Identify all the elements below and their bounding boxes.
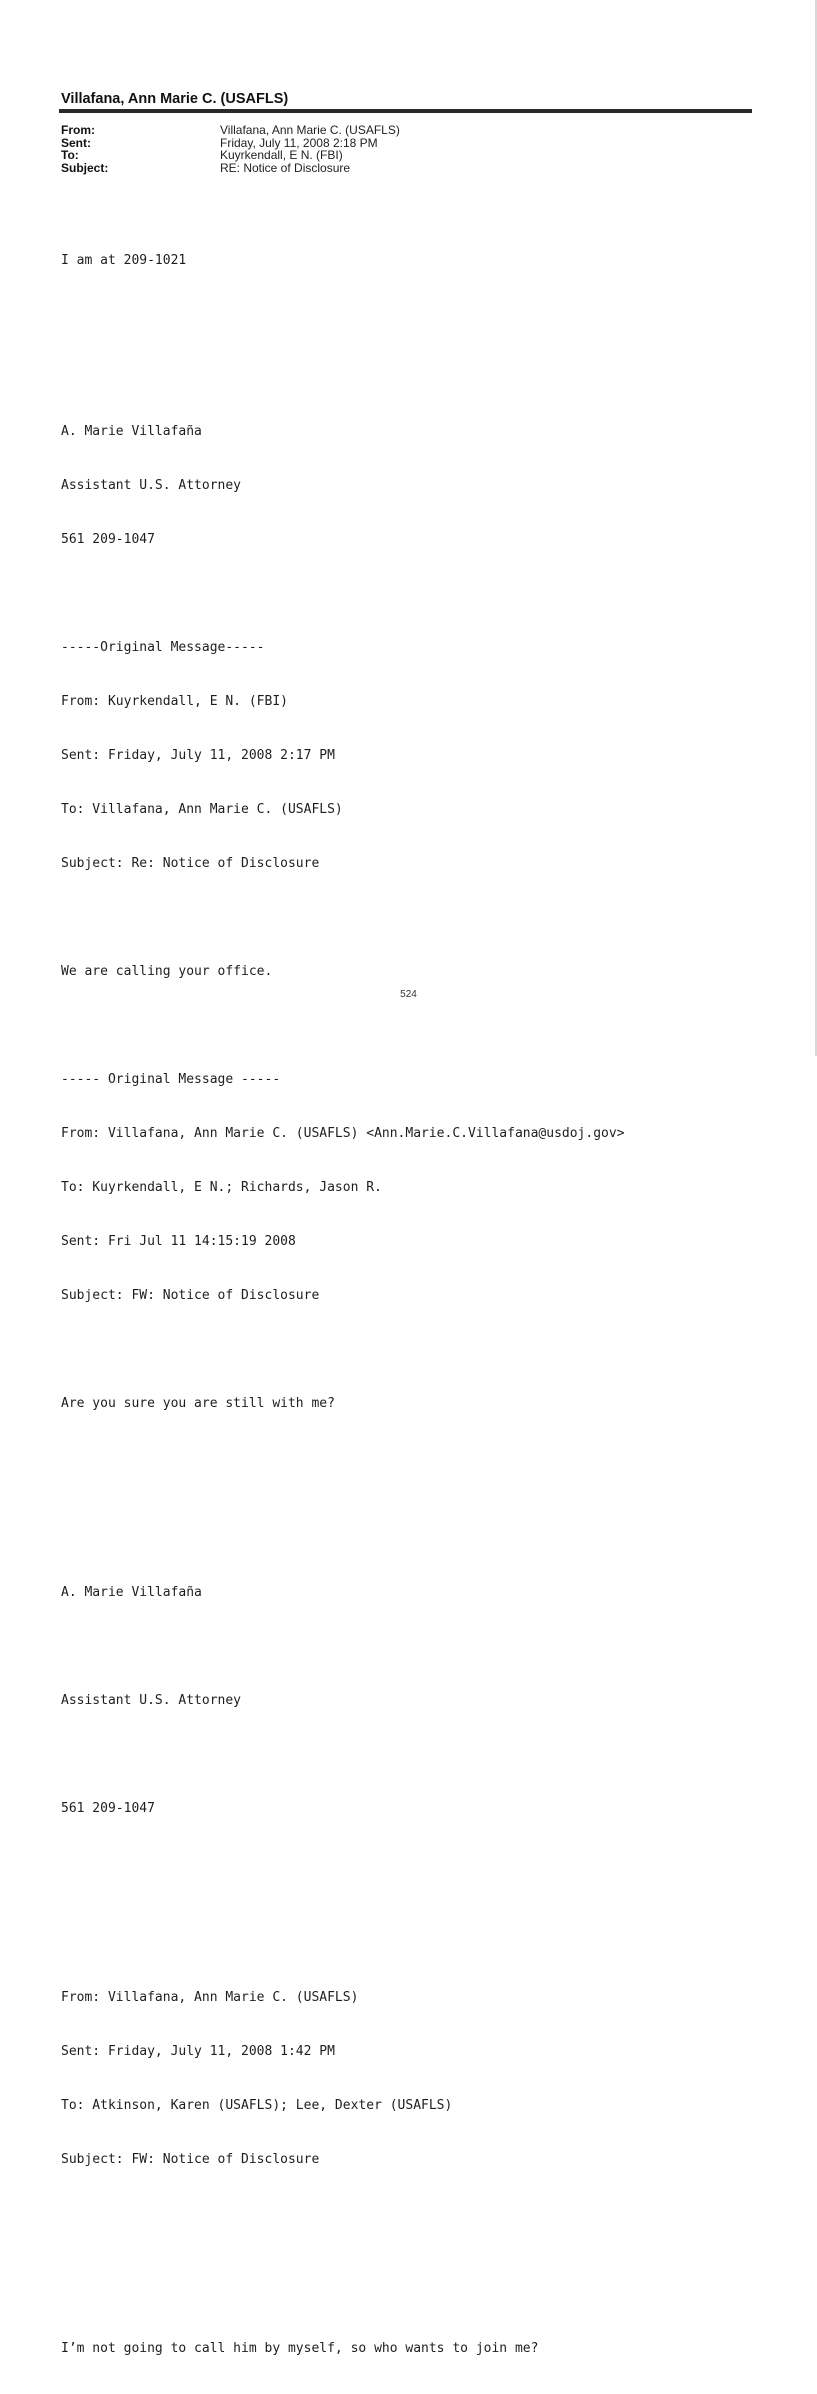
original-message-divider-2: ----- Original Message ----- [61,1072,281,1087]
original-2-from: From: Villafana, Ann Marie C. (USAFLS) <Ann.Marie.C.Villafana@usdoj.gov> [61,1126,625,1141]
original-2-sent: Sent: Fri Jul 11 14:15:19 2008 [61,1234,296,1249]
original-2-signature-title: Assistant U.S. Attorney [61,1693,242,1708]
original-1-sent: Sent: Friday, July 11, 2008 2:17 PM [61,748,335,763]
original-2-subject: Subject: FW: Notice of Disclosure [61,1288,320,1303]
reply-signature-title: Assistant U.S. Attorney [61,478,242,493]
original-2-to: To: Kuyrkendall, E N.; Richards, Jason R. [61,1180,382,1195]
page-number: 524 [400,989,417,1000]
email-body [61,216,801,2394]
subject-label: Subject: [61,160,109,175]
header-divider [59,109,752,113]
reply-signature-name: A. Marie Villafaña [61,424,202,439]
original-2-signature-name: A. Marie Villafaña [61,1585,202,1600]
original-3-from: From: Villafana, Ann Marie C. (USAFLS) [61,1990,359,2005]
to-field [61,149,661,162]
from-field [61,124,661,137]
sent-value: Friday, July 11, 2008 2:18 PM [220,135,378,150]
sender-heading: Villafana, Ann Marie C. (USAFLS) [61,91,289,107]
original-1-message: We are calling your office. [61,964,273,979]
original-1-subject: Subject: Re: Notice of Disclosure [61,856,320,871]
to-label: To: [61,148,79,162]
from-label: From: [61,123,95,137]
subject-value: RE: Notice of Disclosure [220,160,351,175]
original-3-to: To: Atkinson, Karen (USAFLS); Lee, Dexter (USAFLS) [61,2098,453,2113]
original-2-message: Are you sure you are still with me? [61,1396,335,1411]
subject-field [61,162,661,175]
from-value: Villafana, Ann Marie C. (USAFLS) [220,123,400,137]
original-1-to: To: Villafana, Ann Marie C. (USAFLS) [61,802,343,817]
sent-label: Sent: [61,135,91,150]
original-3-sent: Sent: Friday, July 11, 2008 1:42 PM [61,2044,335,2059]
sent-field [61,137,661,150]
original-3-subject: Subject: FW: Notice of Disclosure [61,2152,320,2167]
original-message-divider-1: -----Original Message----- [61,640,265,655]
original-1-from: From: Kuyrkendall, E N. (FBI) [61,694,288,709]
original-2-signature-phone: 561 209-1047 [61,1801,155,1816]
to-value: Kuyrkendall, E N. (FBI) [220,148,343,162]
original-3-message: I’m not going to call him by myself, so who wants to join me? [61,2341,539,2356]
email-header-fields [61,124,661,174]
reply-message: I am at 209-1021 [61,253,187,268]
reply-signature-phone: 561 209-1047 [61,532,155,547]
